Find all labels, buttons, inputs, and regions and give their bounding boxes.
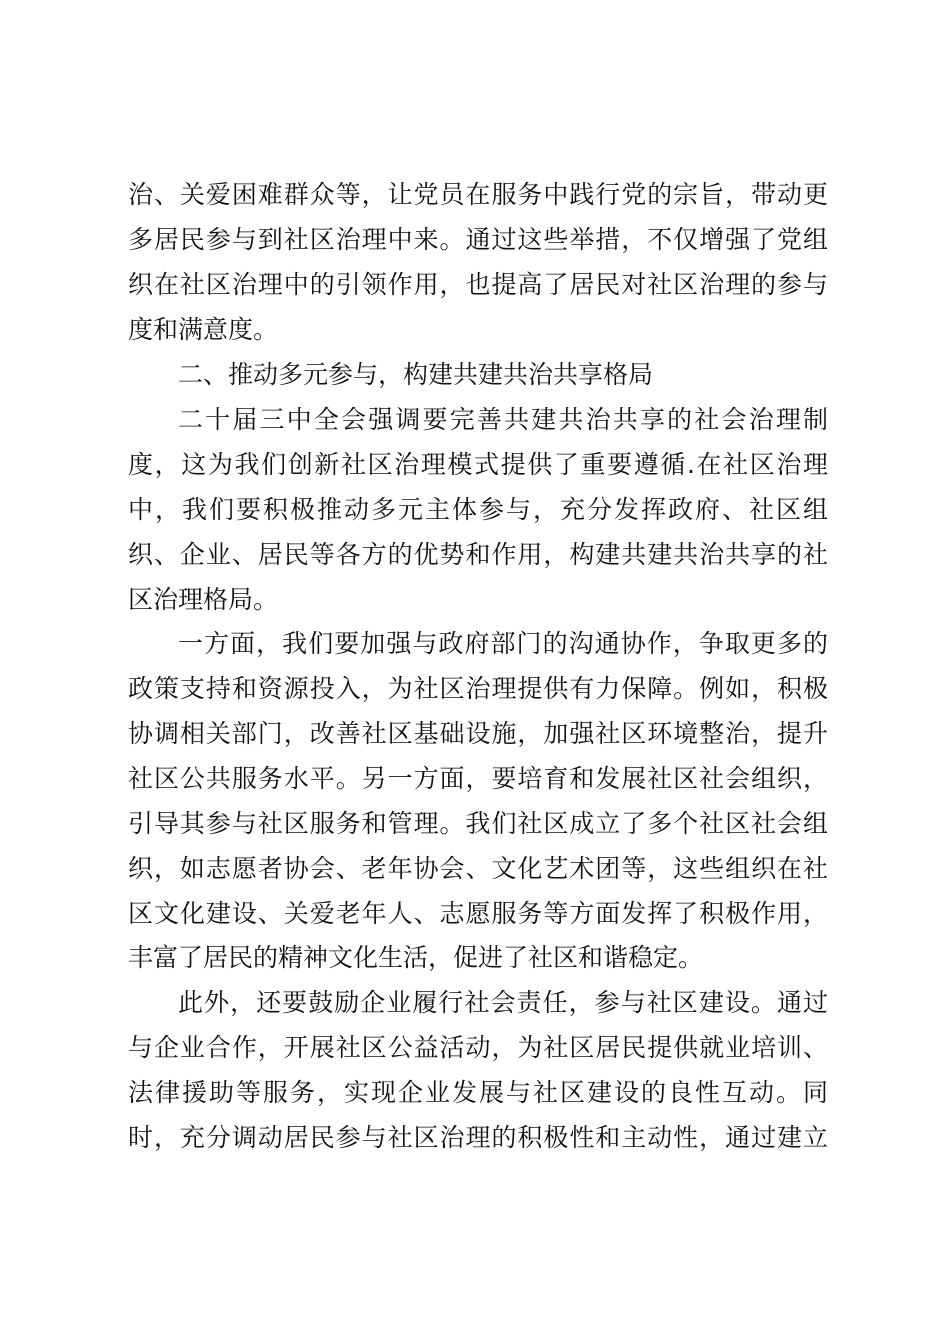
text-line: 治、关爱困难群众等，让党员在服务中践行党的宗旨，带动更 (128, 180, 828, 209)
text-line: 区治理格局。 (128, 585, 279, 614)
text-line: 政策支持和资源投入，为社区治理提供有力保障。例如，积极 (128, 674, 828, 703)
text-line: 此外，还要鼓励企业履行社会责任，参与社区建设。通过 (178, 988, 828, 1017)
text-line: 织，如志愿者协会、老年协会、文化艺术团等，这些组织在社 (128, 854, 828, 883)
section-heading: 二、推动多元参与，构建共建共治共享格局 (178, 360, 654, 389)
text-line: 二十届三中全会强调要完善共建共治共享的社会治理制 (178, 405, 828, 434)
text-line: 多居民参与到社区治理中来。通过这些举措，不仅增强了党组 (128, 225, 828, 254)
text-line: 引导其参与社区服务和管理。我们社区成立了多个社区社会组 (128, 809, 828, 838)
text-line: 法律援助等服务，实现企业发展与社区建设的良性互动。同 (128, 1078, 828, 1107)
text-line: 织在社区治理中的引领作用，也提高了居民对社区治理的参与 (128, 270, 828, 299)
text-line: 织、企业、居民等各方的优势和作用，构建共建共治共享的社 (128, 540, 828, 569)
text-line: 度，这为我们创新社区治理模式提供了重要遵循.在社区治理 (128, 450, 828, 479)
text-line: 一方面，我们要加强与政府部门的沟通协作，争取更多的 (178, 629, 828, 658)
text-line: 与企业合作，开展社区公益活动，为社区居民提供就业培训、 (128, 1033, 828, 1062)
text-line: 协调相关部门，改善社区基础设施，加强社区环境整治，提升 (128, 719, 828, 748)
text-line: 区文化建设、关爱老年人、志愿服务等方面发挥了积极作用， (128, 899, 828, 928)
text-line: 时，充分调动居民参与社区治理的积极性和主动性，通过建立 (128, 1123, 828, 1152)
text-line: 丰富了居民的精神文化生活，促进了社区和谐稳定。 (128, 943, 704, 972)
text-line: 中，我们要积极推动多元主体参与，充分发挥政府、社区组 (128, 495, 828, 524)
text-line: 度和满意度。 (128, 315, 279, 344)
text-line: 社区公共服务水平。另一方面，要培育和发展社区社会组织， (128, 764, 828, 793)
